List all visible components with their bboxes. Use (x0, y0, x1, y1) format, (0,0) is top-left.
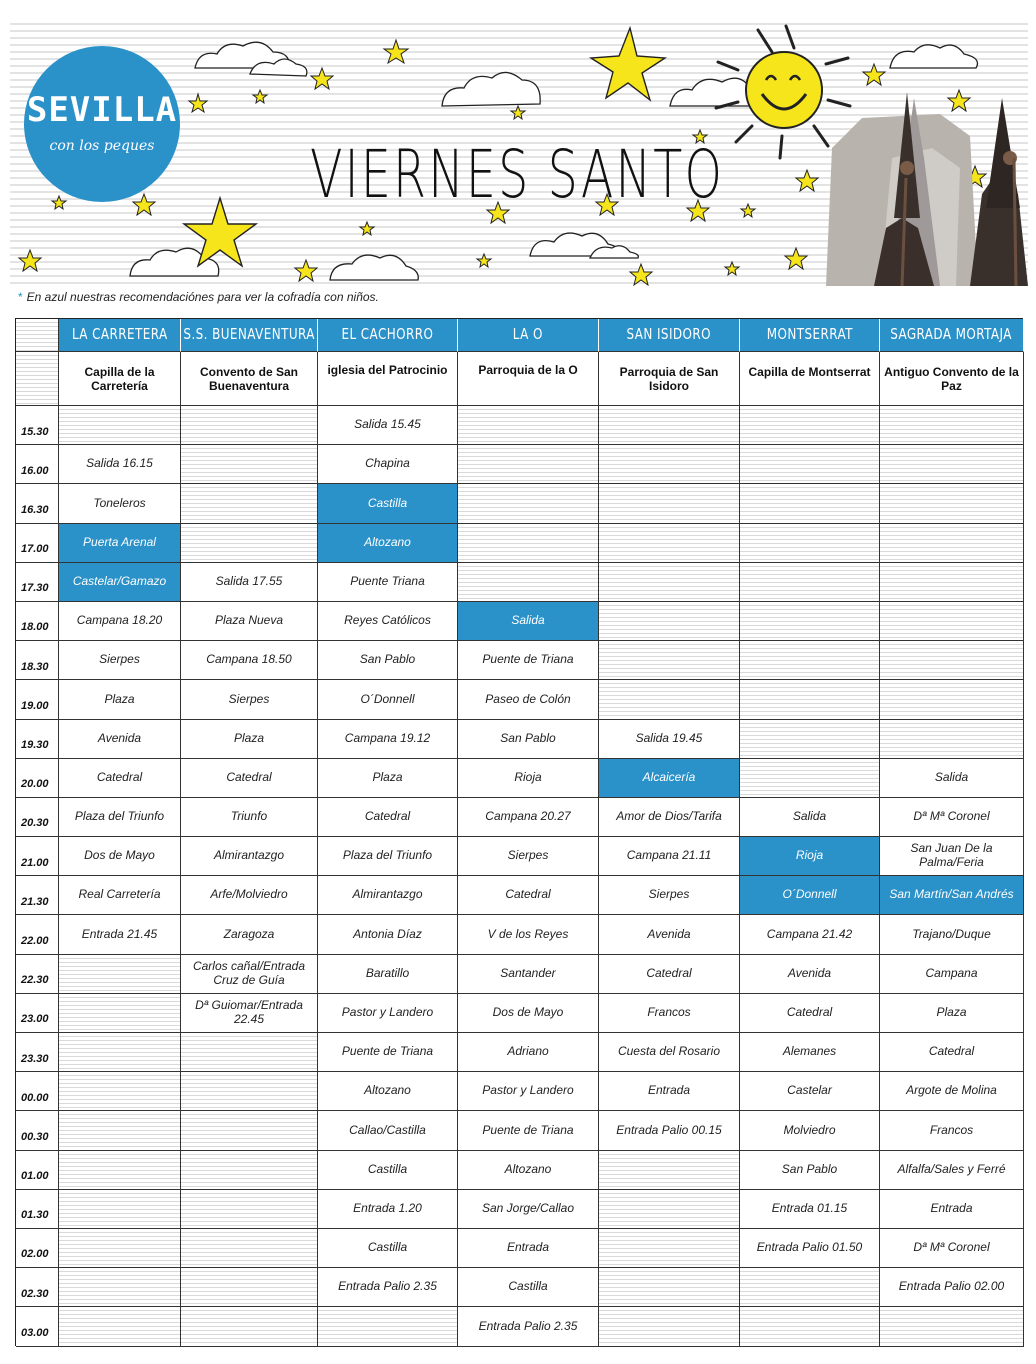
schedule-cell (458, 524, 599, 563)
time-label: 17.00 (16, 524, 59, 563)
schedule-cell: Santander (458, 955, 599, 994)
schedule-cell: Baratillo (318, 955, 458, 994)
column-header-label: LA O (512, 325, 544, 344)
column-header-label: S.S. BUENAVENTURA (183, 325, 315, 344)
schedule-cell: Entrada 01.15 (740, 1190, 880, 1229)
schedule-cell: Antonia Díaz (318, 915, 458, 954)
schedule-cell (59, 1033, 181, 1072)
schedule-cell: Campana 19.12 (318, 720, 458, 759)
schedule-cell (458, 563, 599, 602)
column-header (59, 319, 181, 352)
schedule-cell (458, 445, 599, 484)
schedule-cell (181, 1151, 318, 1190)
schedule-cell: Dos de Mayo (458, 994, 599, 1033)
schedule-cell (59, 1307, 181, 1346)
schedule-cell (599, 484, 740, 523)
table-corner-place (16, 352, 59, 406)
schedule-cell: Adriano (458, 1033, 599, 1072)
schedule-cell: San Jorge/Callao (458, 1190, 599, 1229)
schedule-cell: Puente de Triana (458, 1111, 599, 1150)
schedule-cell: San Pablo (740, 1151, 880, 1190)
schedule-cell: Catedral (740, 994, 880, 1033)
schedule-cell: Castilla (318, 1151, 458, 1190)
schedule-cell: Salida 15.45 (318, 406, 458, 445)
schedule-cell (59, 1111, 181, 1150)
schedule-cell: Puerta Arenal (59, 524, 181, 563)
schedule-cell: San Pablo (458, 720, 599, 759)
schedule-cell (599, 1190, 740, 1229)
schedule-cell (458, 406, 599, 445)
schedule-cell: O´Donnell (740, 876, 880, 915)
time-label: 16.00 (16, 445, 59, 484)
schedule-cell (599, 406, 740, 445)
schedule-cell (880, 484, 1024, 523)
schedule-cell: Salida (740, 798, 880, 837)
schedule-cell: Entrada (880, 1190, 1024, 1229)
time-label: 23.00 (16, 994, 59, 1033)
schedule-cell: Castelar (740, 1072, 880, 1111)
time-label: 19.00 (16, 680, 59, 719)
column-header (458, 319, 599, 352)
schedule-cell: Callao/Castilla (318, 1111, 458, 1150)
schedule-cell: Campana 21.42 (740, 915, 880, 954)
schedule-cell: Dª Mª Coronel (880, 798, 1024, 837)
church-name: Capilla de la Carretería (59, 352, 181, 406)
schedule-cell (880, 524, 1024, 563)
recommendation-note (18, 290, 379, 304)
column-header (181, 319, 318, 352)
schedule-cell (740, 1307, 880, 1346)
schedule-cell (740, 602, 880, 641)
church-name: Antiguo Convento de la Paz (880, 352, 1024, 406)
schedule-cell: Triunfo (181, 798, 318, 837)
schedule-cell: Entrada Palio 02.00 (880, 1268, 1024, 1307)
schedule-cell: Almirantazgo (181, 837, 318, 876)
schedule-cell: Salida (458, 602, 599, 641)
schedule-cell (740, 720, 880, 759)
schedule-cell (880, 680, 1024, 719)
schedule-cell: Castelar/Gamazo (59, 563, 181, 602)
schedule-cell: Salida (880, 759, 1024, 798)
schedule-cell: Castilla (458, 1268, 599, 1307)
schedule-cell (740, 524, 880, 563)
schedule-cell: Arfe/Molviedro (181, 876, 318, 915)
header-banner (10, 18, 1028, 286)
schedule-cell: V de los Reyes (458, 915, 599, 954)
schedule-cell (59, 1268, 181, 1307)
schedule-cell: Salida 17.55 (181, 563, 318, 602)
schedule-cell: Cuesta del Rosario (599, 1033, 740, 1072)
schedule-cell: Pastor y Landero (318, 994, 458, 1033)
time-label: 02.00 (16, 1229, 59, 1268)
schedule-cell: Plaza (318, 759, 458, 798)
schedule-cell: Dª Mª Coronel (880, 1229, 1024, 1268)
nazarenos-illustration (826, 92, 1028, 286)
schedule-cell (599, 641, 740, 680)
schedule-cell (181, 1033, 318, 1072)
column-header (880, 319, 1024, 352)
schedule-cell: Sierpes (59, 641, 181, 680)
schedule-cell: Catedral (59, 759, 181, 798)
time-label: 16.30 (16, 484, 59, 523)
schedule-cell (458, 484, 599, 523)
schedule-cell: Catedral (880, 1033, 1024, 1072)
schedule-cell (181, 1111, 318, 1150)
schedule-cell: Altozano (458, 1151, 599, 1190)
schedule-cell: Amor de Dios/Tarifa (599, 798, 740, 837)
schedule-cell: Salida 19.45 (599, 720, 740, 759)
schedule-cell (59, 994, 181, 1033)
schedule-cell (599, 1229, 740, 1268)
schedule-cell (181, 1307, 318, 1346)
time-label: 01.00 (16, 1151, 59, 1190)
schedule-cell (599, 602, 740, 641)
logo-subtitle: con los peques (49, 138, 155, 154)
schedule-cell: Catedral (318, 798, 458, 837)
church-name: Capilla de Montserrat (740, 352, 880, 406)
schedule-cell: Molviedro (740, 1111, 880, 1150)
schedule-cell: Francos (599, 994, 740, 1033)
church-name: iglesia del Patrocinio (318, 352, 458, 406)
schedule-cell: O´Donnell (318, 680, 458, 719)
church-name: Parroquia de la O (458, 352, 599, 406)
time-label: 17.30 (16, 563, 59, 602)
time-label: 22.30 (16, 955, 59, 994)
time-label: 21.00 (16, 837, 59, 876)
schedule-cell (599, 1268, 740, 1307)
schedule-cell: Reyes Católicos (318, 602, 458, 641)
schedule-cell: Paseo de Colón (458, 680, 599, 719)
time-label: 18.00 (16, 602, 59, 641)
schedule-cell (880, 563, 1024, 602)
column-header-label: EL CACHORRO (341, 325, 434, 344)
schedule-cell: Plaza Nueva (181, 602, 318, 641)
schedule-cell: Entrada 1.20 (318, 1190, 458, 1229)
table-corner (16, 319, 59, 352)
schedule-cell: San Martín/San Andrés (880, 876, 1024, 915)
church-name: Parroquia de San Isidoro (599, 352, 740, 406)
schedule-cell (740, 445, 880, 484)
schedule-cell: Avenida (599, 915, 740, 954)
column-header-label: MONTSERRAT (766, 325, 853, 344)
schedule-cell: Campana 20.27 (458, 798, 599, 837)
time-label: 19.30 (16, 720, 59, 759)
schedule-cell: Entrada (458, 1229, 599, 1268)
schedule-cell: Catedral (181, 759, 318, 798)
schedule-cell: Puente de Triana (458, 641, 599, 680)
schedule-cell (181, 1190, 318, 1229)
schedule-cell (880, 602, 1024, 641)
schedule-cell: Puente Triana (318, 563, 458, 602)
logo-badge (24, 46, 180, 202)
schedule-cell: Sierpes (599, 876, 740, 915)
time-label: 00.00 (16, 1072, 59, 1111)
schedule-cell: Plaza (181, 720, 318, 759)
time-label: 01.30 (16, 1190, 59, 1229)
schedule-cell: Avenida (740, 955, 880, 994)
schedule-cell (740, 1268, 880, 1307)
schedule-cell (181, 1072, 318, 1111)
schedule-cell: Rioja (458, 759, 599, 798)
schedule-cell (599, 1151, 740, 1190)
schedule-cell: Altozano (318, 524, 458, 563)
schedule-cell (599, 1307, 740, 1346)
schedule-cell (880, 641, 1024, 680)
schedule-cell (740, 484, 880, 523)
schedule-cell: Altozano (318, 1072, 458, 1111)
schedule-cell (880, 406, 1024, 445)
time-label: 03.00 (16, 1307, 59, 1346)
column-header (740, 319, 880, 352)
time-label: 18.30 (16, 641, 59, 680)
schedule-cell (59, 1190, 181, 1229)
schedule-cell: Catedral (458, 876, 599, 915)
schedule-cell: Sierpes (458, 837, 599, 876)
schedule-cell: Dos de Mayo (59, 837, 181, 876)
schedule-table (15, 318, 1023, 1346)
time-label: 21.30 (16, 876, 59, 915)
schedule-cell: Carlos cañal/Entrada Cruz de Guía (181, 955, 318, 994)
schedule-cell (740, 680, 880, 719)
schedule-cell: Plaza (59, 680, 181, 719)
schedule-cell: Campana 18.50 (181, 641, 318, 680)
schedule-cell (59, 1229, 181, 1268)
schedule-cell: Entrada Palio 2.35 (318, 1268, 458, 1307)
schedule-cell: Castilla (318, 484, 458, 523)
schedule-cell: Entrada (599, 1072, 740, 1111)
schedule-cell: San Juan De la Palma/Feria (880, 837, 1024, 876)
column-header (318, 319, 458, 352)
schedule-cell: Entrada Palio 00.15 (599, 1111, 740, 1150)
schedule-cell: Entrada Palio 2.35 (458, 1307, 599, 1346)
schedule-cell: Argote de Molina (880, 1072, 1024, 1111)
schedule-cell (181, 445, 318, 484)
column-header (599, 319, 740, 352)
schedule-cell (599, 445, 740, 484)
schedule-cell: Sierpes (181, 680, 318, 719)
schedule-cell (599, 680, 740, 719)
schedule-cell: Real Carretería (59, 876, 181, 915)
schedule-cell: Plaza del Triunfo (318, 837, 458, 876)
schedule-cell (181, 406, 318, 445)
time-label: 22.00 (16, 915, 59, 954)
schedule-cell (880, 720, 1024, 759)
schedule-cell (181, 1268, 318, 1307)
schedule-cell: Castilla (318, 1229, 458, 1268)
time-label: 15.30 (16, 406, 59, 445)
schedule-cell: Zaragoza (181, 915, 318, 954)
schedule-cell (599, 563, 740, 602)
schedule-cell: Francos (880, 1111, 1024, 1150)
time-label: 02.30 (16, 1268, 59, 1307)
schedule-cell: Entrada 21.45 (59, 915, 181, 954)
schedule-cell (181, 484, 318, 523)
schedule-cell: Campana 18.20 (59, 602, 181, 641)
schedule-cell (599, 524, 740, 563)
schedule-cell (740, 406, 880, 445)
schedule-cell (59, 406, 181, 445)
schedule-cell: Dª Guiomar/Entrada 22.45 (181, 994, 318, 1033)
schedule-cell: Alcaicería (599, 759, 740, 798)
schedule-cell: Chapina (318, 445, 458, 484)
page-title: VIERNES SANTO (310, 136, 725, 213)
column-header-label: SAN ISIDORO (626, 325, 712, 344)
schedule-cell: Pastor y Landero (458, 1072, 599, 1111)
church-name: Convento de San Buenaventura (181, 352, 318, 406)
column-header-label: LA CARRETERA (71, 325, 168, 344)
logo-title: SEVILLA (26, 90, 178, 130)
schedule-cell (59, 1151, 181, 1190)
schedule-cell (181, 524, 318, 563)
schedule-cell: San Pablo (318, 641, 458, 680)
schedule-cell (181, 1229, 318, 1268)
schedule-cell: Alfalfa/Sales y Ferré (880, 1151, 1024, 1190)
schedule-cell (318, 1307, 458, 1346)
time-label: 00.30 (16, 1111, 59, 1150)
schedule-cell: Rioja (740, 837, 880, 876)
schedule-cell (880, 1307, 1024, 1346)
schedule-cell (880, 445, 1024, 484)
schedule-cell: Campana (880, 955, 1024, 994)
schedule-cell (740, 563, 880, 602)
schedule-cell: Avenida (59, 720, 181, 759)
schedule-cell: Alemanes (740, 1033, 880, 1072)
note-asterisk: * (18, 290, 23, 304)
schedule-cell: Campana 21.11 (599, 837, 740, 876)
schedule-cell: Puente de Triana (318, 1033, 458, 1072)
schedule-cell (740, 641, 880, 680)
schedule-cell (59, 1072, 181, 1111)
time-label: 23.30 (16, 1033, 59, 1072)
schedule-cell: Entrada Palio 01.50 (740, 1229, 880, 1268)
schedule-cell: Almirantazgo (318, 876, 458, 915)
column-header-label: SAGRADA MORTAJA (890, 325, 1013, 344)
time-label: 20.00 (16, 759, 59, 798)
schedule-cell (59, 955, 181, 994)
schedule-cell (740, 759, 880, 798)
schedule-cell: Salida 16.15 (59, 445, 181, 484)
schedule-cell: Catedral (599, 955, 740, 994)
schedule-cell: Plaza del Triunfo (59, 798, 181, 837)
schedule-cell: Toneleros (59, 484, 181, 523)
schedule-cell: Plaza (880, 994, 1024, 1033)
schedule-cell: Trajano/Duque (880, 915, 1024, 954)
time-label: 20.30 (16, 798, 59, 837)
note-text: En azul nuestras recomendaciónes para ver la cofradía con niños. (26, 290, 379, 304)
